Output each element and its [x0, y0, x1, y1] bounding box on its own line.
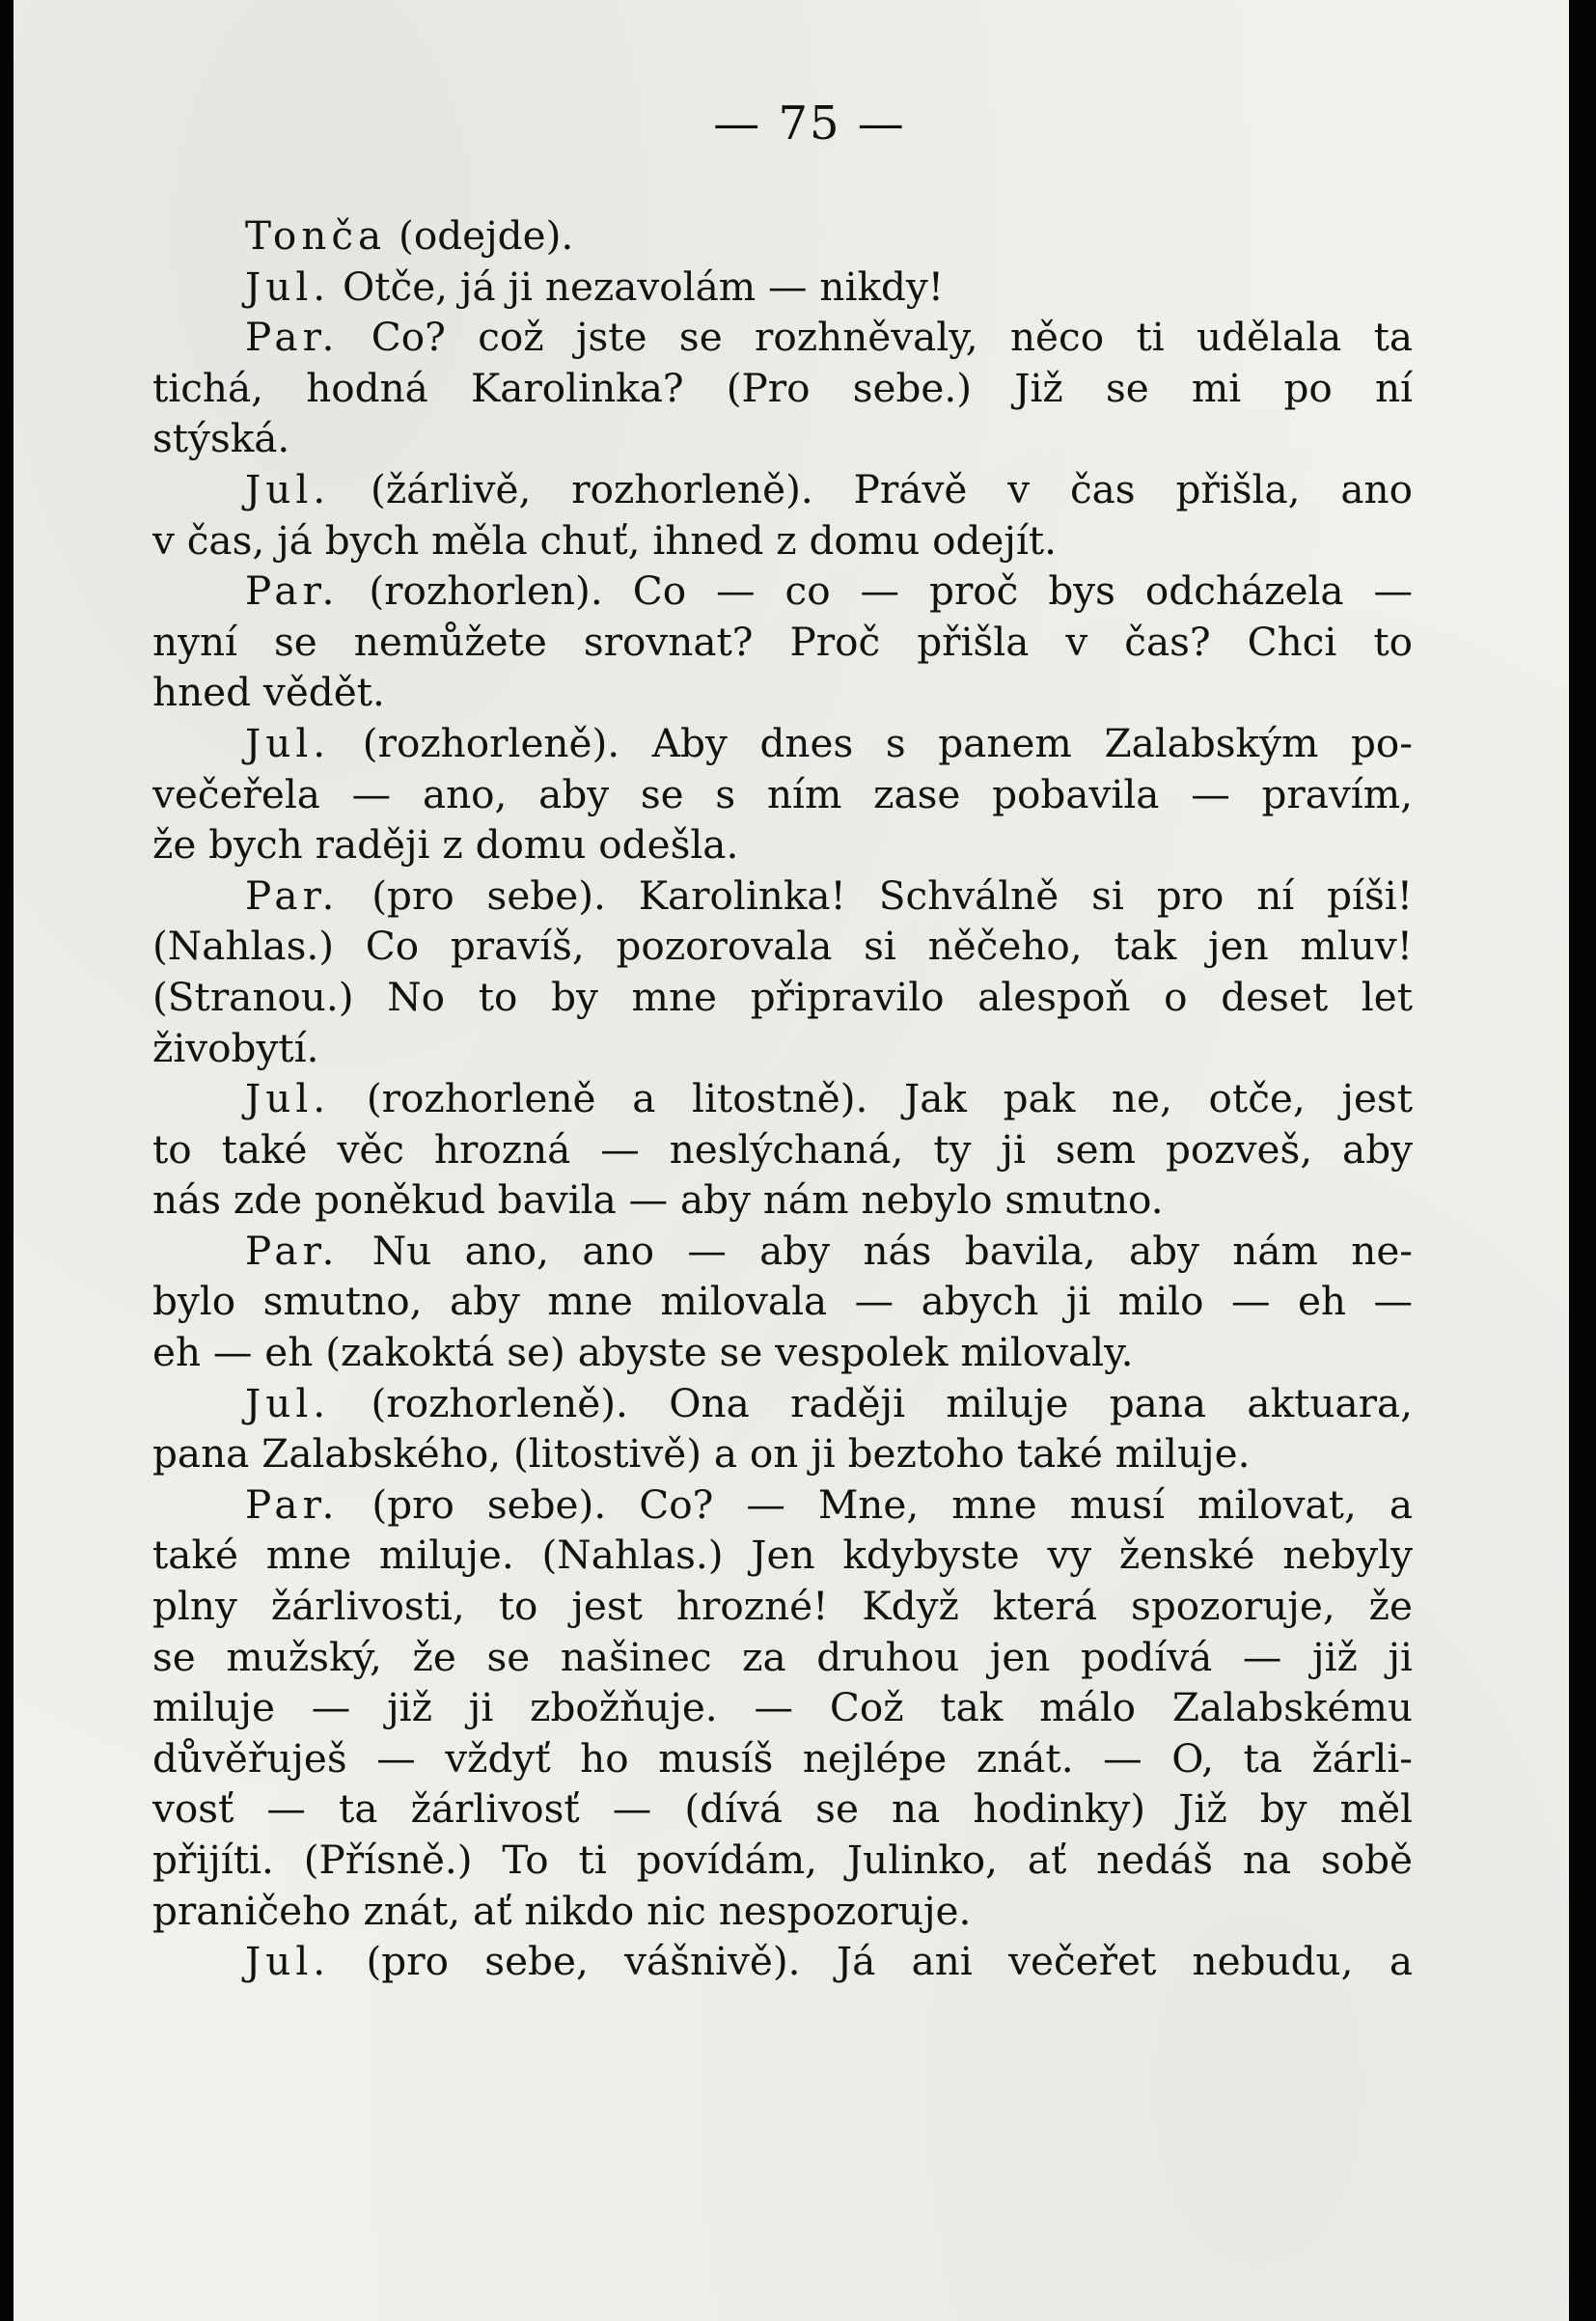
text-line	[152, 819, 1413, 870]
text-line	[152, 363, 1413, 414]
speaker-name: Par.	[245, 1480, 340, 1528]
text-line	[152, 617, 1413, 668]
text-line	[152, 1378, 1413, 1429]
speaker-name: Tonča	[245, 212, 387, 259]
line-text: přijíti. (Přísně.) To ti povídám, Julinko, ať nedáš na sobě	[152, 1837, 1413, 1883]
scan-border-right	[1569, 0, 1596, 2321]
line-text: to také věc hrozná — neslýchaná, ty ji sem pozveš, aby	[152, 1125, 1413, 1173]
line-text: že bych raději z domu odešla.	[152, 821, 739, 869]
line-text: plny žárlivosti, to jest hrozné! Když která spozoruje, že	[152, 1583, 1413, 1630]
line-text: nás zde poněkud bavila — aby nám nebylo smutno.	[152, 1176, 1164, 1224]
line-text: vosť — ta žárlivosť — (dívá se na hodinky) Již by měl	[152, 1785, 1413, 1833]
speaker-name: Par.	[245, 1227, 340, 1274]
speaker-name: Par.	[245, 871, 340, 919]
book-page	[12, 0, 1569, 2321]
speaker-name: Jul.	[245, 1379, 331, 1426]
line-text: (pro sebe, vášnivě). Já ani večeřet nebudu, a	[330, 1938, 1413, 1985]
text-line	[152, 1327, 1413, 1378]
line-text: tichá, hodná Karolinka? (Pro sebe.) Již se mi po ní	[152, 364, 1413, 411]
line-text: důvěřuješ — vždyť ho musíš nejlépe znát. — O, ta žárli-	[152, 1734, 1413, 1782]
text-line	[152, 1783, 1413, 1835]
line-text: pana Zalabského, (litostivě) a on ji beztoho také miluje.	[152, 1430, 1251, 1478]
text-line	[152, 1886, 1413, 1937]
line-text: (pro sebe). Co? — Mne, mne musí milovat, a	[339, 1480, 1413, 1528]
line-text: (Stranou.) No to by mne připravilo alespoň o deset let	[152, 973, 1413, 1020]
text-line	[152, 921, 1413, 972]
text-line	[152, 566, 1413, 617]
text-line	[152, 769, 1413, 820]
line-text: (odejde).	[386, 212, 574, 259]
text-line	[152, 413, 1413, 464]
line-text: se mužský, že se našinec za druhou jen podívá — již ji	[152, 1633, 1413, 1680]
text-line	[152, 1073, 1413, 1124]
line-text: stýská.	[152, 415, 290, 462]
scan-border-left	[0, 0, 14, 2321]
text-line	[152, 1276, 1413, 1327]
text-line	[152, 262, 1413, 313]
line-text: (rozhorleně). Ona raději miluje pana aktuara,	[330, 1379, 1413, 1426]
text-line	[152, 718, 1413, 769]
text-line	[152, 1530, 1413, 1581]
line-text: v čas, já bych měla chuť, ihned z domu odejít.	[152, 516, 1058, 564]
speaker-name: Jul.	[245, 1938, 331, 1985]
page-text	[152, 210, 1413, 1987]
text-line	[152, 1632, 1413, 1683]
line-text: hned vědět.	[152, 669, 385, 716]
text-line	[152, 1936, 1413, 1987]
text-line	[152, 1124, 1413, 1175]
text-line	[152, 464, 1413, 515]
line-text: (Nahlas.) Co pravíš, pozorovala si něčeho, tak jen mluv!	[152, 923, 1413, 970]
line-text: bylo smutno, aby mne milovala — abych ji milo — eh —	[152, 1278, 1413, 1325]
line-text: Otče, já ji nezavolám — nikdy!	[330, 262, 945, 310]
line-text: Co? což jste se rozhněvaly, něco ti udělala ta	[339, 314, 1413, 361]
page-number: — 75 —	[713, 97, 906, 151]
text-line	[152, 1682, 1413, 1733]
line-text: praničeho znát, ať nikdo nic nespozoruje.	[152, 1887, 972, 1934]
text-line	[152, 870, 1413, 922]
line-text: (žárlivě, rozhorleně). Právě v čas přišla, ano	[330, 465, 1413, 512]
text-line	[152, 312, 1413, 363]
speaker-name: Jul.	[245, 1075, 331, 1122]
text-line	[152, 1023, 1413, 1074]
text-line	[152, 1479, 1413, 1531]
line-text: eh — eh (zakoktá se) abyste se vespolek milovaly.	[152, 1329, 1134, 1376]
text-line	[152, 1428, 1413, 1479]
speaker-name: Par.	[245, 314, 340, 361]
line-text: (rozhorlen). Co — co — proč bys odcházela —	[339, 567, 1413, 615]
line-text: také mne miluje. (Nahlas.) Jen kdybyste vy ženské nebyly	[152, 1532, 1413, 1579]
speaker-name: Jul.	[245, 262, 331, 310]
text-line	[152, 1733, 1413, 1784]
line-text: (rozhorleně). Aby dnes s panem Zalabským po-	[330, 719, 1413, 766]
line-text: večeřela — ano, aby se s ním zase pobavila — pravím,	[152, 770, 1413, 817]
line-text: nyní se nemůžete srovnat? Proč přišla v čas? Chci to	[152, 618, 1413, 665]
text-line	[152, 972, 1413, 1023]
text-line	[152, 667, 1413, 718]
text-line	[152, 210, 1413, 262]
line-text: (pro sebe). Karolinka! Schválně si pro ní píši!	[339, 871, 1413, 919]
text-line	[152, 1174, 1413, 1226]
text-line	[152, 1581, 1413, 1632]
speaker-name: Jul.	[245, 719, 331, 766]
speaker-name: Par.	[245, 567, 340, 615]
text-line	[152, 1835, 1413, 1886]
speaker-name: Jul.	[245, 465, 331, 512]
line-text: miluje — již ji zbožňuje. — Což tak málo Zalabskému	[152, 1684, 1413, 1731]
text-line	[152, 515, 1413, 566]
line-text: (rozhorleně a litostně). Jak pak ne, otče, jest	[330, 1075, 1413, 1122]
text-line	[152, 1226, 1413, 1277]
line-text: Nu ano, ano — aby nás bavila, aby nám ne-	[339, 1227, 1413, 1274]
line-text: živobytí.	[152, 1024, 319, 1071]
